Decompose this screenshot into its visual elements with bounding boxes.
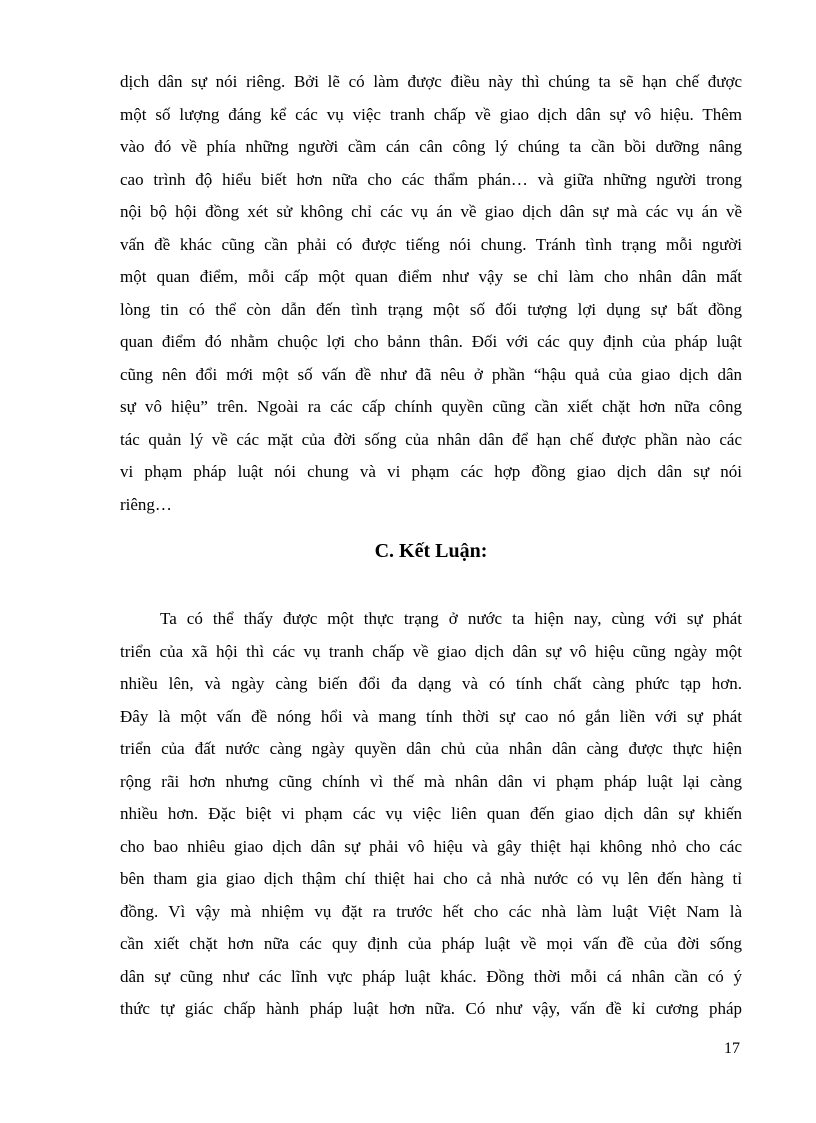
text-line: Đây là một vấn đề nóng hổi và mang tính thời sự cao nó gắn liền với sự phát	[120, 706, 742, 726]
text-line: một số lượng đáng kể các vụ việc tranh chấp về giao dịch dân sự vô hiệu. Thêm	[120, 104, 742, 124]
text-line: dịch dân sự nói riêng. Bởi lẽ có làm được điều này thì chúng ta sẽ hạn chế được	[120, 72, 742, 91]
text-line: cho bao nhiêu giao dịch dân sự phải vô hiệu và gây thiệt hại không nhỏ cho các	[120, 836, 742, 856]
text-line: triển của xã hội thì các vụ tranh chấp về giao dịch dân sự vô hiệu cũng ngày một	[120, 641, 742, 661]
document-page	[120, 66, 742, 1026]
text-line: nhiều hơn. Đặc biệt vi phạm các vụ việc liên quan đến giao dịch dân sự khiến	[120, 804, 742, 823]
text-line: vi phạm pháp luật nói chung và vi phạm các hợp đồng giao dịch dân sự nói	[120, 462, 742, 481]
text-line: đồng. Vì vậy mà nhiệm vụ đặt ra trước hết cho các nhà làm luật Việt Nam là	[120, 901, 742, 921]
text-line: nhiều lên, và ngày càng biến đổi đa dạng và có tính chất càng phức tạp hơn.	[120, 674, 742, 693]
text-line: riêng…	[120, 494, 172, 514]
page-number: 17	[724, 1040, 740, 1057]
text-line: nội bộ hội đồng xét sử không chỉ các vụ án về giao dịch dân sự mà các vụ án về	[120, 202, 742, 221]
text-line: cao trình độ hiểu biết hơn nữa cho các thẩm phán… và giữa những người trong	[120, 169, 742, 189]
paragraph-1	[120, 66, 742, 521]
paragraph-2	[120, 603, 742, 1026]
text-line: lòng tin có thể còn dẫn đến tình trạng một số đối tượng lợi dụng sự bất đồng	[120, 299, 742, 319]
text-line: một quan điểm, mỗi cấp một quan điểm như vậy se chỉ làm cho nhân dân mất	[120, 267, 742, 286]
text-line: quan điểm đó nhằm chuộc lợi cho bảnn thân. Đối với các quy định của pháp luật	[120, 332, 742, 351]
text-line: cần xiết chặt hơn nữa các quy định của pháp luật về mọi vấn đề của đời sống	[120, 934, 742, 953]
text-line: bên tham gia giao dịch thậm chí thiệt hai cho cả nhà nước có vụ lên đến hàng tỉ	[120, 869, 742, 888]
text-line: vào đó về phía những người cầm cán cân công lý chúng ta cần bồi dưỡng nâng	[120, 137, 742, 156]
text-line: Ta có thể thấy được một thực trạng ở nước ta hiện nay, cùng với sự phát	[160, 609, 742, 628]
text-line: dân sự cũng như các lĩnh vực pháp luật khác. Đồng thời mỗi cá nhân cần có ý	[120, 966, 742, 986]
section-heading: C. Kết Luận:	[374, 540, 488, 562]
text-line: cũng nên đổi mới một số vấn đề như đã nêu ở phần “hậu quả của giao dịch dân	[120, 364, 742, 384]
text-line: tác quản lý về các mặt của đời sống của nhân dân để hạn chế được phần nào các	[120, 429, 742, 449]
text-line: rộng rãi hơn nhưng cũng chính vì thế mà nhân dân vi phạm pháp luật lại càng	[120, 771, 742, 791]
text-line: sự vô hiệu” trên. Ngoài ra các cấp chính quyền cũng cần xiết chặt hơn nữa công	[120, 397, 742, 416]
text-line: thức tự giác chấp hành pháp luật hơn nữa. Có như vậy, vấn đề kỉ cương pháp	[120, 999, 742, 1018]
text-line: triển của đất nước càng ngày quyền dân chủ của nhân dân càng được thực hiện	[120, 739, 742, 758]
text-line: vấn đề khác cũng cần phải có được tiếng nói chung. Tránh tình trạng mỗi người	[120, 234, 742, 254]
